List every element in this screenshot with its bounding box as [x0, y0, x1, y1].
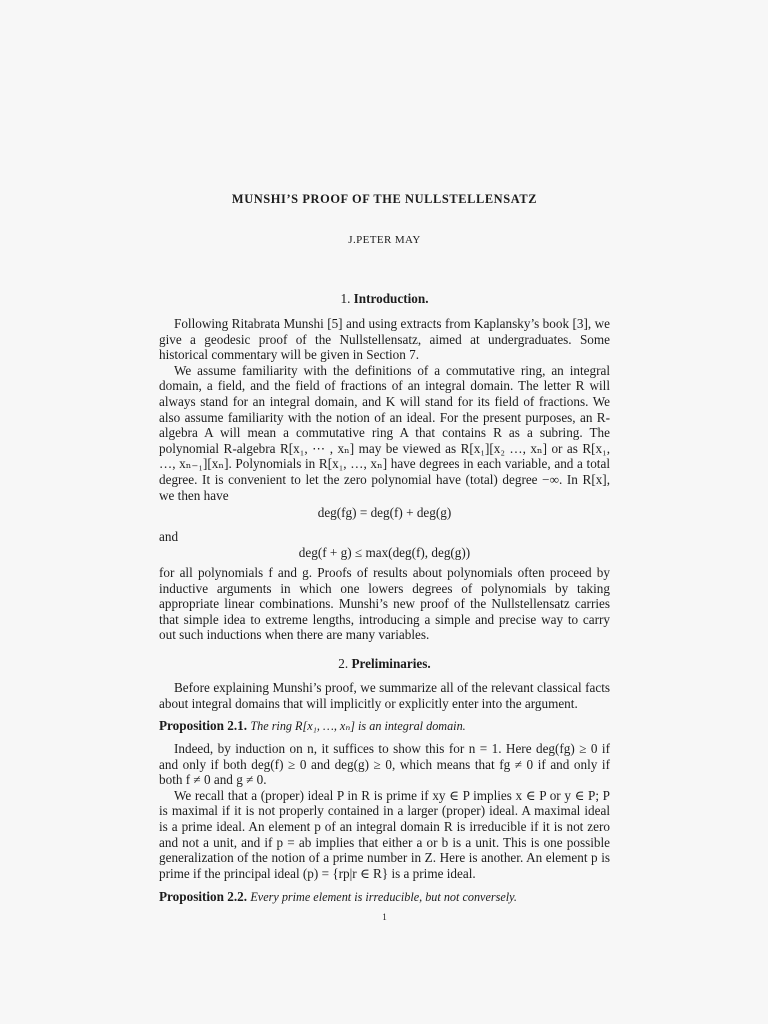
paragraph: Before explaining Munshi’s proof, we summarize all of the relevant classical facts about integral domains that will implicitly or explicitly enter into the argument. [159, 680, 610, 711]
section-number: 1. [340, 291, 351, 306]
intro-text [159, 316, 610, 503]
paragraph: for all polynomials f and g. Proofs of results about polynomials often proceed by inductive arguments in which one lowers degrees of polynomials by taking appropriate linear combinations. Munshi’s new proof of the Nullstellensatz carries that simple idea to extreme lengths, introducing a simple and precise way to carry out such inductions when there are many variables. [159, 565, 610, 643]
paper-title: MUNSHI’S PROOF OF THE NULLSTELLENSATZ [231, 192, 538, 206]
section-heading-introduction [159, 291, 610, 307]
section-title: Preliminaries. [351, 656, 431, 671]
paragraph: We recall that a (proper) ideal P in R is prime if xy ∈ P implies x ∈ P or y ∈ P; P is maximal if it is not properly contained in a larger (proper) ideal. A maximal ideal is a prime ideal. An element p of an integral domain R is irreducible if it is not zero and not a unit, and if p = ab implies that either a or b is a unit. This is one possible generalization of the notion of a prime number in Z. Here is another. An element p is prime if the principal ideal (p) = {rp|r ∈ R} is a prime ideal. [159, 787, 610, 881]
page-number: 1 [382, 912, 387, 922]
and-text: and [159, 529, 179, 544]
section-number: 2. [338, 656, 349, 671]
proposition-label: Proposition 2.2. [159, 889, 248, 904]
paragraph: We assume familiarity with the definitions of a commutative ring, an integral domain, a field, and the field of fractions of an integral domain. The letter R will always stand for an integral domain, and K will stand for its field of fractions. We also assume familiarity with the notion of an ideal. For the present purposes, an R-algebra A will mean a commutative ring A that contains R as a subring. The polynomial R-algebra R[x₁, ⋯ , xₙ] may be viewed as R[x₁][x₂ …, xₙ] or as R[x₁, …, xₙ₋₁][xₙ]. Polynomials in R[x₁, …, xₙ] have degrees in each variable, and a total degree. It is convenient to let the zero polynomial have (total) degree −∞. In R[x], we then have [159, 362, 610, 503]
after-proposition-2-1-text [159, 741, 610, 881]
equation-degree-sum: deg(f + g) ≤ max(deg(f), deg(g)) [298, 545, 471, 560]
proposition-text: The ring R[x₁, …, xₙ] is an integral domain. [250, 719, 466, 733]
section-heading-preliminaries [159, 656, 610, 672]
proposition-text: Every prime element is irreducible, but not conversely. [250, 890, 517, 904]
equation-degree-product: deg(fg) = deg(f) + deg(g) [317, 505, 452, 520]
paper-author: J.PETER MAY [348, 234, 421, 246]
section-title: Introduction. [353, 291, 429, 306]
proposition-label: Proposition 2.1. [159, 718, 248, 733]
proposition-2-2 [159, 889, 610, 906]
after-equation-text [159, 565, 610, 643]
preliminaries-text [159, 680, 610, 711]
proposition-2-1 [159, 718, 610, 735]
paragraph: Following Ritabrata Munshi [5] and using extracts from Kaplansky’s book [3], we give a geodesic proof of the Nullstellensatz, aimed at undergraduates. Some historical commentary will be given in Section 7. [159, 316, 610, 363]
paragraph: Indeed, by induction on n, it suffices to show this for n = 1. Here deg(fg) ≥ 0 if and only if both deg(f) ≥ 0 and deg(g) ≥ 0, which means that fg ≠ 0 if and only if both f ≠ 0 and g ≠ 0. [159, 741, 610, 788]
